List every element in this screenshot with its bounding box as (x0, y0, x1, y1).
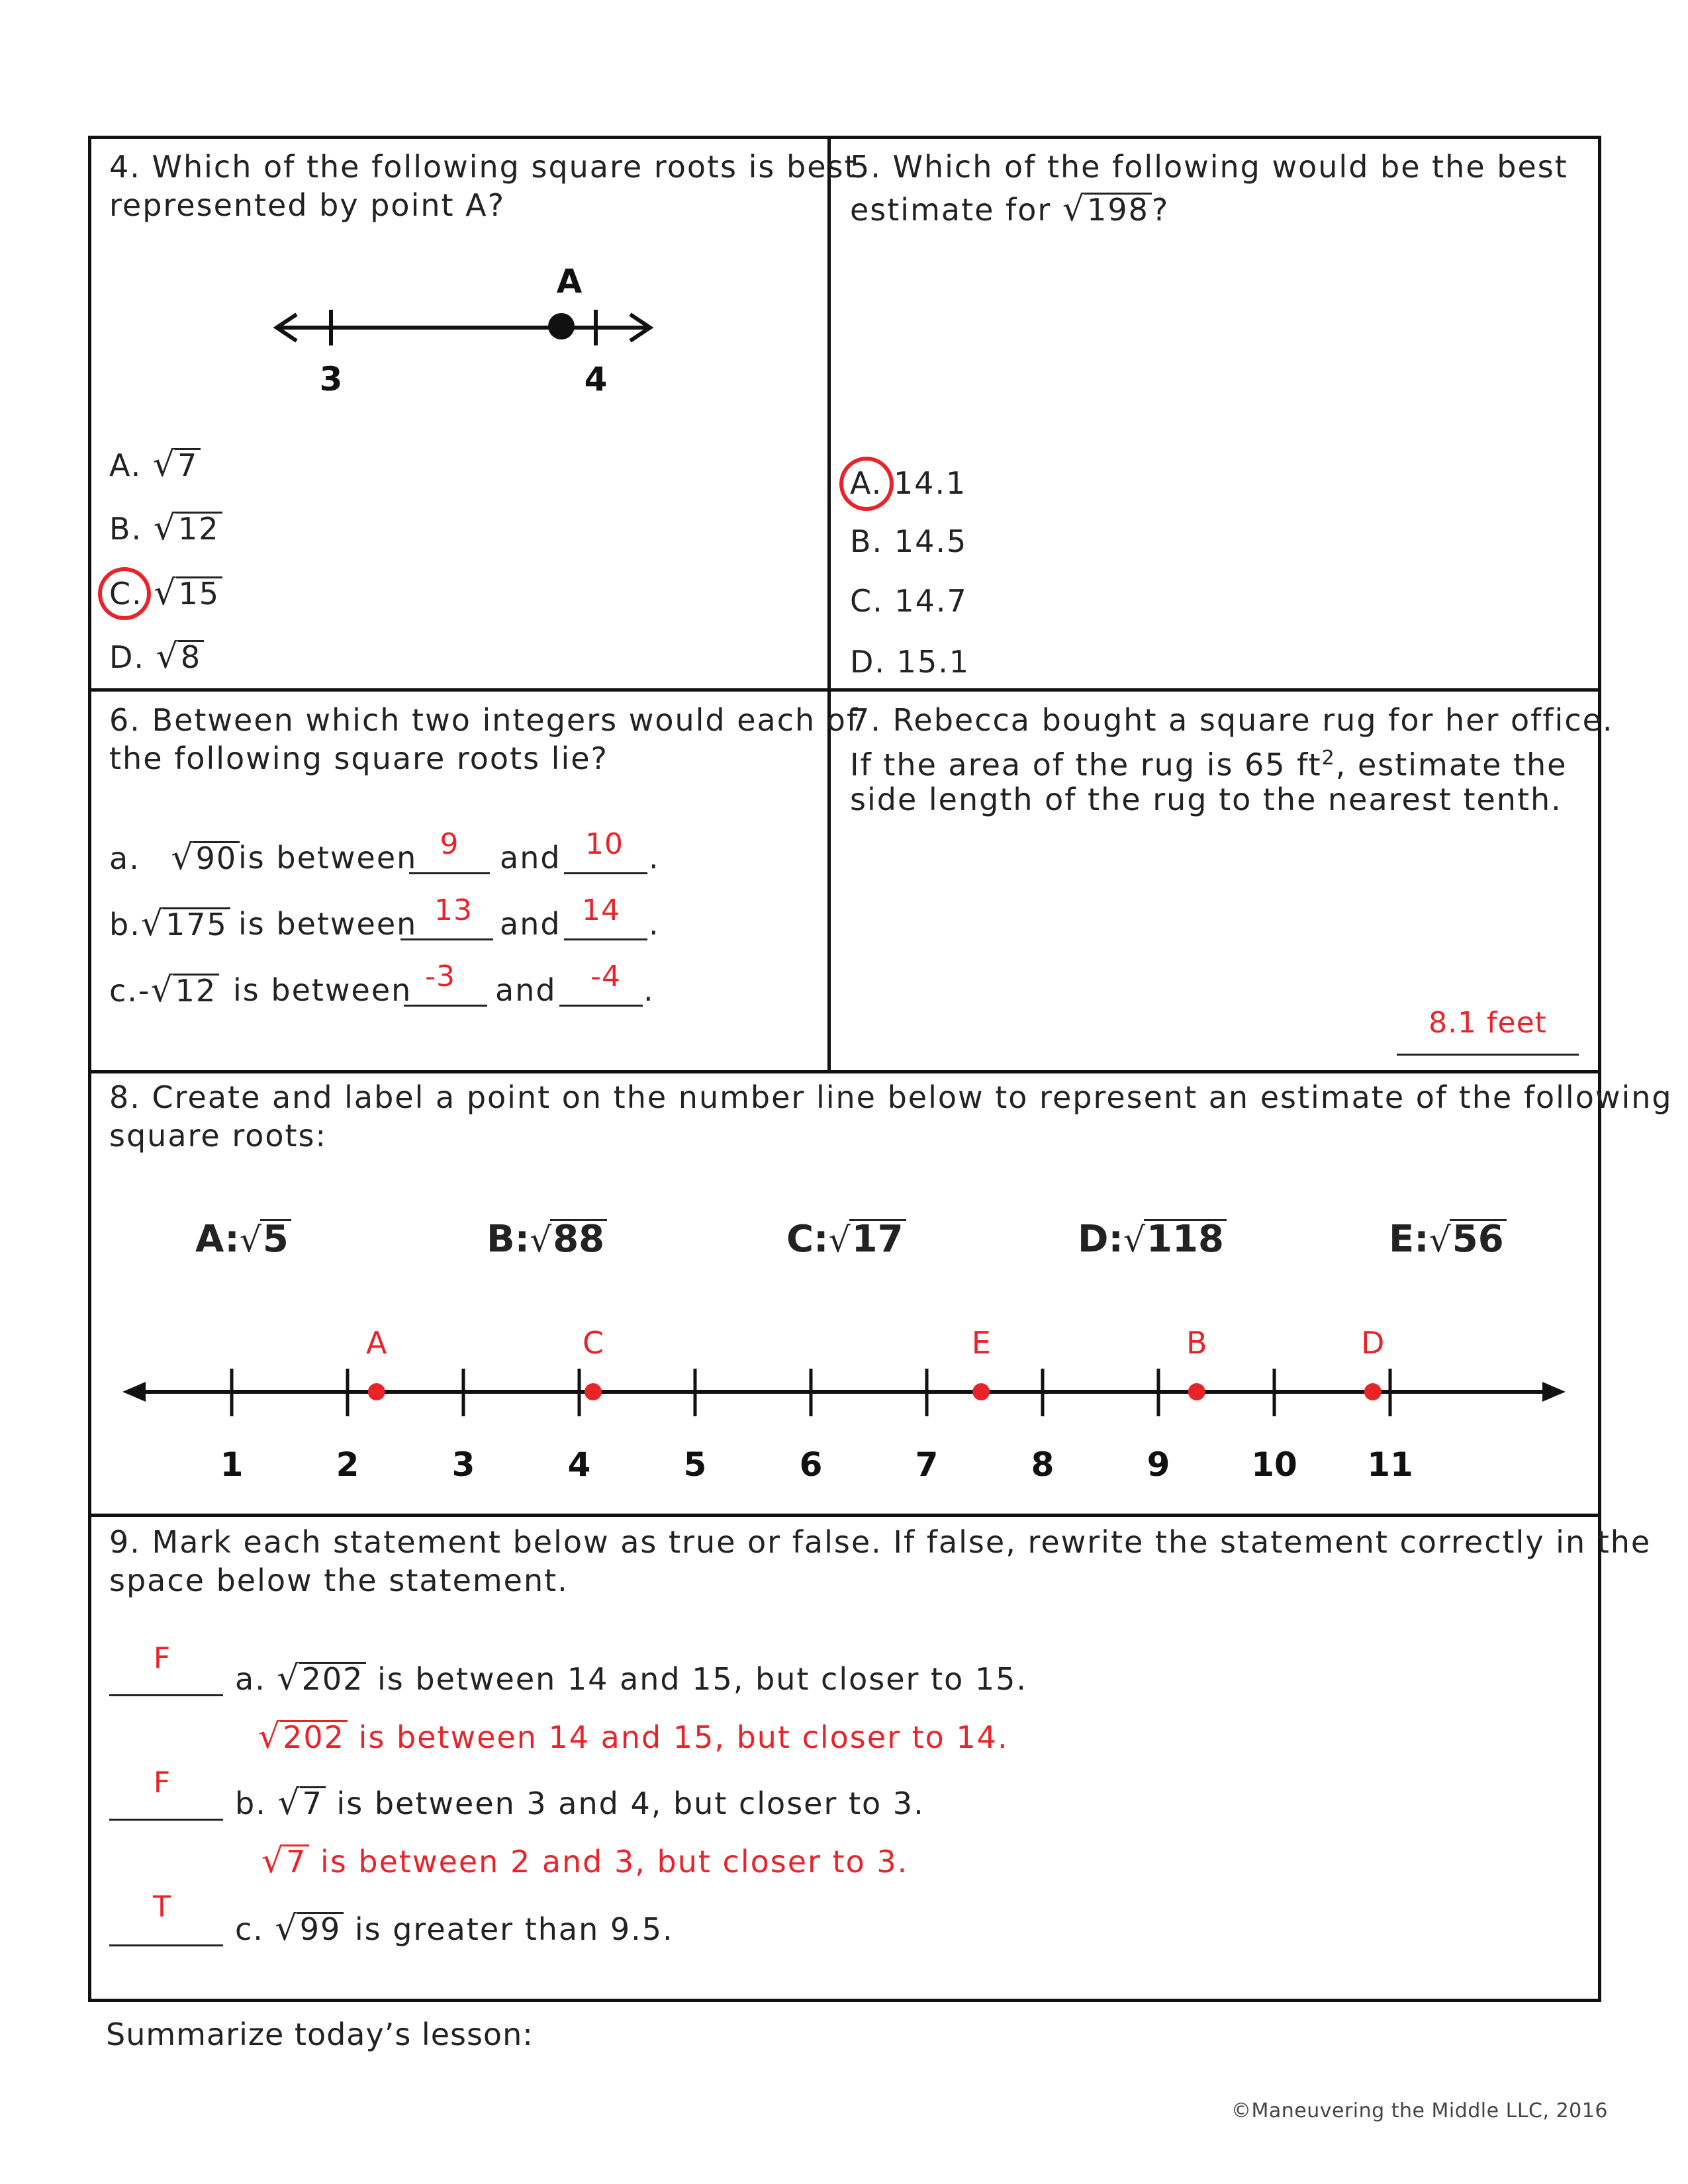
q4-option-letter: D. (109, 639, 146, 675)
q5-radicand: 198 (1084, 193, 1152, 225)
q7-prompt-line3: side length of the rug to the nearest tenth. (850, 782, 1562, 817)
q9-radicand: 99 (297, 1912, 344, 1944)
q6-and-text: and (495, 972, 557, 1008)
column-divider (827, 136, 831, 1073)
q5-option-a[interactable] (850, 463, 966, 503)
radical-icon: √ (261, 1841, 285, 1881)
q5-option-letter: B. (850, 523, 884, 559)
q8-prompt-line1: 8. Create and label a point on the number line below to represent an estimate of the following (109, 1079, 1673, 1115)
q9-statement-text: is between 3 and 4, but closer to 3. (336, 1786, 925, 1821)
radical-icon: √ (239, 1220, 261, 1260)
radical-icon: √ (1123, 1220, 1146, 1260)
q6c-low-answer: -3 (425, 960, 455, 993)
q6-radicand: 90 (193, 841, 240, 874)
q5-option-c[interactable] (850, 581, 968, 621)
radical-icon: √ (156, 637, 179, 676)
q6-item-label: a. (109, 841, 140, 876)
q4-option-d[interactable] (109, 637, 204, 677)
q8-tick-label: 2 (336, 1445, 359, 1484)
q7-superscript: 2 (1321, 747, 1336, 770)
q4-prompt-line2: represented by point A? (109, 187, 506, 223)
radical-icon: √ (530, 1220, 552, 1260)
q8-tick-label: 5 (683, 1445, 707, 1484)
q8-tick-label: 7 (915, 1445, 939, 1484)
q8-number-line[interactable] (119, 1317, 1569, 1489)
q8-radicand: 17 (849, 1219, 906, 1258)
q9-statement-b (235, 1783, 925, 1823)
point-a-dot (548, 313, 575, 340)
q5-option-d[interactable] (850, 642, 970, 682)
q5-prompt-line1: 5. Which of the following would be the best (850, 149, 1568, 185)
q5-option-letter: A. (850, 465, 883, 501)
q9a-mark: F (153, 1641, 171, 1675)
q8-point-d[interactable] (1364, 1383, 1382, 1400)
radical-icon: √ (277, 1659, 301, 1698)
q6a-low-answer: 9 (440, 827, 459, 861)
q8-item-label: E: (1389, 1218, 1429, 1261)
q8-item-d (1078, 1218, 1227, 1261)
q9a-mark-blank[interactable] (109, 1694, 223, 1696)
q9-item-label: a. (235, 1661, 266, 1697)
q5-option-value: 14.7 (894, 583, 968, 619)
q6-between-text: is between (238, 906, 418, 942)
footer-copyright: ©Maneuvering the Middle LLC, 2016 (1231, 2099, 1608, 2122)
q6a-high-blank[interactable] (564, 872, 647, 874)
q7-prompt-line1: 7. Rebecca bought a square rug for her office. (850, 702, 1614, 738)
q7-prompt-suffix: , estimate the (1335, 747, 1568, 783)
row-divider-2 (88, 1070, 1601, 1073)
radical-icon: √ (258, 1717, 282, 1756)
q9c-mark: T (153, 1890, 171, 1924)
q8-tick-label: 9 (1147, 1445, 1170, 1484)
radical-icon: √ (1429, 1220, 1451, 1260)
q6a-period: . (649, 840, 660, 876)
q4-answer-circle (98, 567, 151, 620)
q8-item-label: C: (786, 1218, 829, 1261)
q6-between-text: is between (238, 840, 418, 876)
q8-point-label: A (366, 1325, 387, 1361)
q6-sign: - (138, 973, 151, 1009)
q7-prompt-line2 (850, 739, 1567, 784)
q8-point-b[interactable] (1188, 1383, 1205, 1400)
q6-item-label: c. (109, 973, 138, 1009)
q9b-mark-blank[interactable] (109, 1819, 223, 1821)
q5-prompt-prefix: estimate for (850, 192, 1052, 228)
q4-option-radicand: 8 (178, 640, 204, 672)
q5-option-value: 14.5 (894, 523, 968, 559)
q8-radicand: 88 (550, 1219, 607, 1258)
q6a-low-blank[interactable] (409, 872, 490, 874)
tick-label-3: 3 (319, 360, 343, 398)
row-divider-3 (88, 1514, 1601, 1517)
radical-icon: √ (1062, 189, 1086, 229)
q4-option-letter: C. (109, 576, 143, 612)
q4-option-letter: A. (109, 447, 142, 483)
q8-tick-label: 3 (451, 1445, 475, 1484)
q4-option-b[interactable] (109, 508, 222, 549)
q9-statement-c (235, 1909, 674, 1949)
q8-tick-label: 4 (567, 1445, 591, 1484)
q6b-low-answer: 13 (434, 893, 473, 927)
q6-item-b (109, 904, 230, 944)
q9-correction-b (261, 1841, 908, 1882)
q8-item-label: D: (1078, 1218, 1123, 1261)
q8-item-label: B: (487, 1218, 530, 1261)
q7-answer-blank[interactable] (1397, 1054, 1579, 1056)
q5-option-letter: C. (850, 583, 884, 619)
q4-option-radicand: 7 (175, 448, 201, 480)
radical-icon: √ (277, 1783, 301, 1823)
q5-prompt-suffix: ? (1151, 192, 1170, 228)
q6-item-c (109, 970, 219, 1011)
q9b-mark: F (153, 1766, 171, 1799)
q4-option-radicand: 15 (176, 576, 223, 609)
q8-tick-label: 8 (1031, 1445, 1055, 1484)
summary-label: Summarize today’s lesson: (106, 2017, 534, 2052)
q4-prompt-line1: 4. Which of the following square roots is best (109, 149, 858, 185)
q5-option-value: 14.1 (893, 465, 967, 501)
q6a-high-answer: 10 (585, 827, 624, 861)
radical-icon: √ (171, 838, 195, 878)
q6-radicand: 12 (173, 974, 220, 1006)
q8-tick-label: 11 (1367, 1445, 1413, 1484)
radical-icon: √ (153, 508, 177, 548)
row-divider-1 (88, 688, 1601, 692)
q8-radicand: 56 (1450, 1219, 1507, 1258)
q4-option-a[interactable] (109, 445, 201, 485)
point-a-label: A (556, 262, 583, 300)
q9-statement-a (235, 1659, 1027, 1699)
q4-option-radicand: 12 (175, 512, 222, 544)
q7-answer: 8.1 feet (1429, 1006, 1547, 1040)
q8-tick-label: 1 (220, 1445, 244, 1484)
q9-correction-radicand: 202 (280, 1720, 348, 1752)
q6-and-text: and (500, 840, 561, 876)
q9-prompt-line2: space below the statement. (109, 1563, 569, 1598)
radical-icon: √ (152, 445, 177, 484)
q6b-low-blank[interactable] (400, 938, 493, 940)
q9-correction-radicand: 7 (283, 1844, 309, 1877)
q8-item-c (786, 1218, 906, 1261)
q9-correction-a (258, 1717, 1009, 1757)
q8-point-label: B (1186, 1325, 1207, 1361)
q5-option-value: 15.1 (896, 644, 970, 680)
q5-option-b[interactable] (850, 522, 967, 561)
q6-prompt-line2: the following square roots lie? (109, 741, 608, 776)
q6c-high-blank[interactable] (559, 1005, 643, 1007)
q9-statement-text: is greater than 9.5. (354, 1911, 674, 1947)
radical-icon: √ (154, 573, 177, 613)
q5-prompt-line2 (850, 189, 1169, 230)
q6-item-a (109, 838, 240, 878)
q8-point-label: E (971, 1325, 991, 1361)
q6c-low-blank[interactable] (404, 1005, 487, 1007)
q9-prompt-line1: 9. Mark each statement below as true or false. If false, rewrite the statement correctly in the (109, 1524, 1652, 1560)
q8-item-b (487, 1218, 607, 1261)
q6-prompt-line1: 6. Between which two integers would each of (109, 702, 859, 738)
radical-icon: √ (150, 970, 174, 1010)
radical-icon: √ (275, 1909, 299, 1948)
q4-option-letter: B. (109, 511, 143, 547)
q8-point-c[interactable] (585, 1383, 602, 1400)
q6-between-text: is between (233, 972, 412, 1008)
q6b-high-blank[interactable] (564, 938, 647, 940)
q9-radicand: 202 (299, 1662, 367, 1694)
q8-item-a (195, 1218, 291, 1261)
q8-point-a[interactable] (368, 1383, 385, 1400)
radical-icon: √ (140, 904, 164, 944)
q8-radicand: 118 (1144, 1219, 1227, 1258)
q9-item-label: b. (235, 1786, 267, 1821)
q9-statement-text: is between 14 and 15, but closer to 15. (377, 1661, 1028, 1697)
q6c-high-answer: -4 (590, 960, 621, 993)
q8-tick-label: 6 (799, 1445, 823, 1484)
q6-and-text: and (500, 906, 561, 942)
q8-item-label: A: (195, 1218, 240, 1261)
q8-point-e[interactable] (972, 1383, 990, 1400)
q4-number-line (265, 258, 662, 410)
q9c-mark-blank[interactable] (109, 1944, 223, 1946)
q9-radicand: 7 (300, 1786, 326, 1819)
tick-label-4: 4 (584, 360, 608, 398)
q9-item-label: c. (235, 1911, 264, 1947)
q7-prompt-prefix: If the area of the rug is 65 ft (850, 747, 1322, 783)
q9-correction-text: is between 14 and 15, but closer to 14. (358, 1719, 1009, 1755)
radical-icon: √ (828, 1220, 851, 1260)
q8-point-label: D (1361, 1325, 1385, 1361)
q8-point-label: C (582, 1325, 604, 1361)
q8-tick-label: 10 (1251, 1445, 1297, 1484)
q6c-period: . (643, 972, 655, 1008)
q8-prompt-line2: square roots: (109, 1118, 328, 1154)
q6-item-label: b. (109, 907, 141, 942)
q6b-high-answer: 14 (582, 893, 620, 927)
q8-item-e (1389, 1218, 1507, 1261)
q5-option-letter: D. (850, 644, 886, 680)
q6-radicand: 175 (163, 907, 230, 940)
q8-radicand: 5 (260, 1219, 291, 1258)
q9-correction-text: is between 2 and 3, but closer to 3. (320, 1844, 909, 1880)
q6b-period: . (649, 906, 660, 942)
